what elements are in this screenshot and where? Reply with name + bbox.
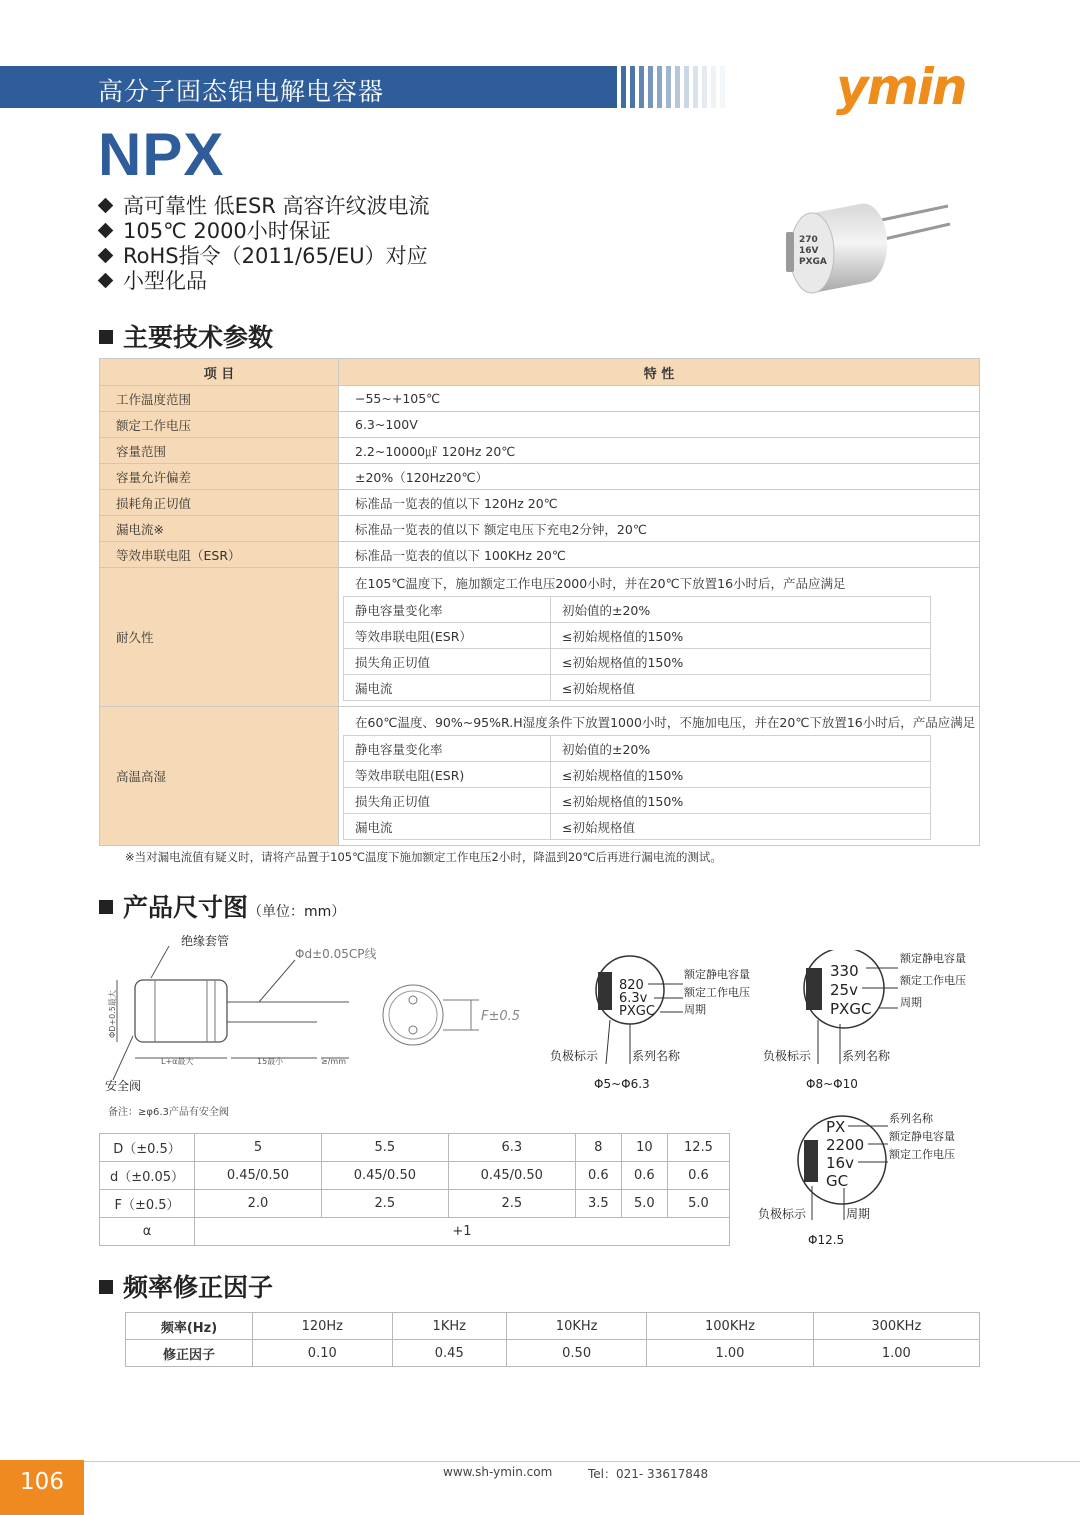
feature-item: 小型化品 [98,269,430,294]
table-row: 修正因子 0.10 0.45 0.50 1.00 1.00 [126,1340,980,1367]
table-row: 损耗角正切值 标准品一览表的值以下 120Hz 20℃ [100,490,980,516]
header-stripes [612,66,729,108]
svg-text:额定静电容量: 额定静电容量 [900,952,966,965]
col-header-item: 项 目 [100,359,339,386]
capacitor-image [772,196,962,306]
feature-item: 高可靠性 低ESR 高容许纹波电流 [98,194,430,219]
table-row: F（±0.5） 2.0 2.5 2.5 3.5 5.0 5.0 [100,1190,730,1218]
table-row: 容量范围 2.2~10000㎌ 120Hz 20℃ [100,438,980,464]
sub-row: 漏电流 ≤初始规格值 [344,814,931,840]
frequency-table [125,1312,980,1367]
svg-text:2200: 2200 [826,1136,865,1154]
label-f-min: ≥/mm [321,1057,346,1066]
svg-text:820: 820 [619,978,644,993]
table-row: α +1 [100,1218,730,1246]
sub-row: 等效串联电阻(ESR) ≤初始规格值的150% [344,762,931,788]
table-row-endurance: 耐久性 在105℃温度下，施加额定工作电压2000小时，并在20℃下放置16小时后，产品应满足 静电容量变化率 初始值的±20% 等效串联电阻(ESR） ≤初始规格值的150% 损失角正切值 ≤初始规格值的150% 漏电流 ≤初始规格值 [100,568,980,707]
table-row: D（±0.5） 5 5.5 6.3 8 10 12.5 [100,1134,730,1162]
sub-row: 漏电流 ≤初始规格值 [344,675,931,701]
feature-item: 105℃ 2000小时保证 [98,219,430,244]
model-name: NPX [98,121,225,188]
sub-row: 等效串联电阻(ESR） ≤初始规格值的150% [344,623,931,649]
feature-item: RoHS指令（2011/65/EU）对应 [98,244,430,269]
svg-text:16v: 16v [826,1154,854,1172]
svg-text:PXGC: PXGC [619,1004,655,1019]
marking-diagrams [548,950,988,1250]
feature-list [98,194,430,294]
svg-text:330: 330 [830,962,859,980]
dimension-remark: 备注：≥φ6.3产品有安全阀 [108,1107,229,1118]
svg-text:PX: PX [826,1118,846,1136]
table-row: 额定工作电压 6.3~100V [100,412,980,438]
svg-text:Φ8~Φ10: Φ8~Φ10 [806,1077,858,1091]
humidity-desc: 在60℃温度、90%~95%R.H湿度条件下放置1000小时，不施加电压，并在20℃下放置16小时后，产品应满足 [355,715,976,730]
page-header-title: 高分子固态铝电解电容器 [98,77,385,106]
brand-logo: ymin [836,58,966,116]
sub-row: 静电容量变化率 初始值的±20% [344,597,931,623]
frequency-heading: 频率修正因子 [99,1268,273,1304]
cap-mark-line: 270 [799,235,818,245]
page-number: 106 [0,1460,84,1515]
svg-text:系列名称: 系列名称 [842,1049,891,1063]
endurance-subtable [343,596,931,701]
svg-text:负极标示: 负极标示 [550,1049,599,1063]
col-header-char: 特 性 [339,359,980,386]
label-length: L+α最大 [161,1057,194,1066]
svg-text:系列名称: 系列名称 [632,1049,681,1063]
website-link[interactable]: www.sh-ymin.com [443,1465,553,1479]
svg-text:额定静电容量: 额定静电容量 [684,968,750,981]
label-dmax: ΦD+0.5最大 [108,990,117,1038]
table-row: 漏电流※ 标准品一览表的值以下 额定电压下充电2分钟，20℃ [100,516,980,542]
svg-text:额定工作电压: 额定工作电压 [900,974,966,987]
table-header-row [100,359,980,386]
svg-text:负极标示: 负极标示 [758,1207,807,1221]
svg-text:额定工作电压: 额定工作电压 [684,986,750,999]
humidity-subtable [343,735,931,840]
footer-rule [84,1461,1080,1462]
table-row: 容量允许偏差 ±20%（120Hz20℃） [100,464,980,490]
svg-text:GC: GC [826,1172,849,1190]
svg-text:系列名称: 系列名称 [889,1112,933,1125]
label-lead: Φd±0.05CP线 [295,947,377,961]
endurance-desc: 在105℃温度下，施加额定工作电压2000小时，并在20℃下放置16小时后，产品应满足 [355,576,846,591]
label-sleeve: 绝缘套管 [181,934,230,948]
svg-text:Φ12.5: Φ12.5 [808,1233,845,1247]
svg-text:负极标示: 负极标示 [763,1049,812,1063]
svg-text:周期: 周期 [684,1003,706,1016]
table-row: 频率(Hz) 120Hz 1KHz 10KHz 100KHz 300KHz [126,1313,980,1340]
svg-text:PXGC: PXGC [830,1000,872,1018]
label-valve: 安全阀 [105,1079,142,1093]
sub-row: 损失角正切值 ≤初始规格值的150% [344,788,931,814]
svg-text:Φ5~Φ6.3: Φ5~Φ6.3 [594,1077,650,1091]
table-row: d（±0.05） 0.45/0.50 0.45/0.50 0.45/0.50 0.6 0.6 0.6 [100,1162,730,1190]
label-lead-min: 15最小 [257,1057,284,1066]
svg-text:周期: 周期 [900,996,922,1009]
label-pitch: F±0.5 [481,1009,521,1024]
dimension-heading: 产品尺寸图（单位：mm） [99,888,345,924]
table-row: 等效串联电阻（ESR） 标准品一览表的值以下 100KHz 20℃ [100,542,980,568]
dimension-drawing [99,930,539,1120]
table-row: 工作温度范围 −55~+105℃ [100,386,980,412]
sub-row: 静电容量变化率 初始值的±20% [344,736,931,762]
table-row-humidity: 高温高湿 在60℃温度、90%~95%R.H湿度条件下放置1000小时，不施加电压，并在20℃下放置16小时后，产品应满足 静电容量变化率 初始值的±20% 等效串联电阻(ESR) ≤初始规格值的150% 损失角正切值 ≤初始规格值的150% 漏电流 ≤初始规格值 [100,707,980,846]
svg-text:额定工作电压: 额定工作电压 [889,1148,955,1161]
telephone: Tel：021- 33617848 [588,1467,709,1481]
svg-text:6.3v: 6.3v [619,991,648,1006]
cap-mark-line: 16V [799,246,819,256]
svg-text:25v: 25v [830,981,858,999]
sub-row: 损失角正切值 ≤初始规格值的150% [344,649,931,675]
spec-table [99,358,980,846]
cap-mark-line: PXGA [799,257,827,267]
spec-heading: 主要技术参数 [99,318,273,354]
svg-text:周期: 周期 [846,1207,871,1221]
leakage-note: ※当对漏电流值有疑义时，请将产品置于105℃温度下施加额定工作电压2小时，降温到20℃后再进行漏电流的测试。 [125,850,722,864]
svg-text:额定静电容量: 额定静电容量 [889,1130,955,1143]
